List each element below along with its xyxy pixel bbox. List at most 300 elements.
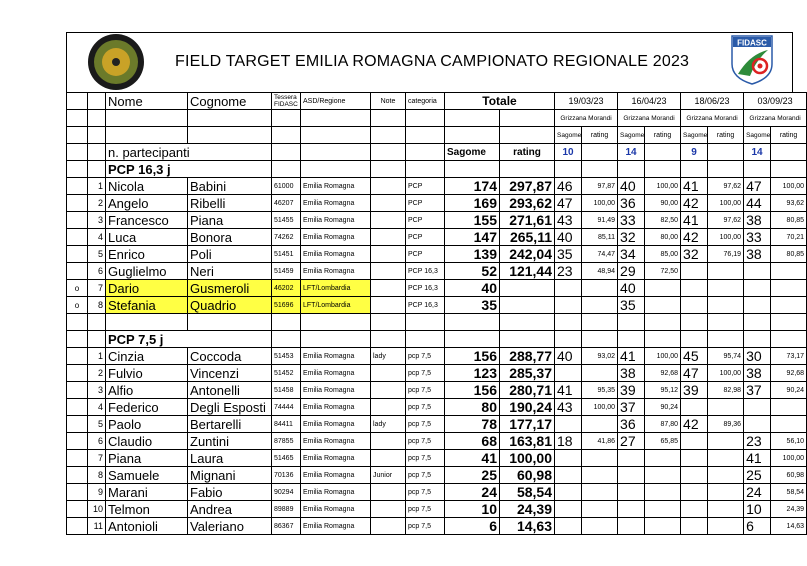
asd-cell: Emilia Romagna: [301, 348, 371, 365]
event-3-rating-cell: [708, 484, 744, 501]
venue-row: [67, 110, 807, 127]
table-row: [67, 416, 807, 433]
event-4-rating-cell: 60,98: [771, 467, 807, 484]
table-row: [67, 467, 807, 484]
event-1-rating-cell: 91,49: [582, 212, 618, 229]
row-mark: [67, 518, 88, 535]
event-1-sagome-cell: 23: [555, 263, 582, 280]
totale-sagome-cell: 25: [445, 467, 500, 484]
table-row: [67, 229, 807, 246]
totale-sagome-cell: 174: [445, 178, 500, 195]
row-mark: [67, 195, 88, 212]
totale-sagome-cell: 156: [445, 348, 500, 365]
categoria-cell: pcp 7,5: [406, 365, 445, 382]
empty-cell: [406, 314, 445, 331]
event-3-rating-cell: 100,00: [708, 365, 744, 382]
cognome-cell: Mignani: [188, 467, 272, 484]
empty-cell: [272, 314, 301, 331]
event-4-sagome-cell: 6: [744, 518, 771, 535]
totale-sagome-cell: 24: [445, 484, 500, 501]
event-4-rating-cell: 70,21: [771, 229, 807, 246]
cognome-cell: Zuntini: [188, 433, 272, 450]
event-4-sagome-cell: 38: [744, 212, 771, 229]
row-number: 1: [88, 348, 106, 365]
empty-cell: [371, 331, 406, 348]
event-3-rating-cell: 100,00: [708, 195, 744, 212]
event-1-rating-cell: [582, 450, 618, 467]
row-mark: [67, 178, 88, 195]
empty-cell: [618, 331, 645, 348]
totale-rating-cell: 177,17: [500, 416, 555, 433]
event-4-sagome-cell: [744, 263, 771, 280]
nome-cell: Samuele: [106, 467, 188, 484]
categoria-cell: pcp 7,5: [406, 382, 445, 399]
row-mark: [67, 348, 88, 365]
event-1-rating-cell: 100,00: [582, 195, 618, 212]
event-4-sagome-cell: 24: [744, 484, 771, 501]
event-2-rating-cell: [645, 484, 681, 501]
categoria-cell: PCP: [406, 246, 445, 263]
nome-cell: Alfio: [106, 382, 188, 399]
row-mark: [67, 433, 88, 450]
totale-sagome-label: Sagome: [445, 144, 500, 161]
row-number: 1: [88, 178, 106, 195]
asd-cell: Emilia Romagna: [301, 229, 371, 246]
event-3-sagome-cell: [681, 518, 708, 535]
event-3-sagome-cell: [681, 399, 708, 416]
table-row: [67, 263, 807, 280]
cognome-cell: Poli: [188, 246, 272, 263]
empty-cell: [371, 314, 406, 331]
categoria-cell: pcp 7,5: [406, 467, 445, 484]
event-4-rating-cell: 92,68: [771, 365, 807, 382]
totale-sagome-cell: 156: [445, 382, 500, 399]
event-3-sagome-cell: [681, 467, 708, 484]
event-3-rating-cell: [708, 433, 744, 450]
event-4-rating-cell: 90,24: [771, 382, 807, 399]
event-2-sagome-cell: [618, 518, 645, 535]
tessera-cell: 51453: [272, 348, 301, 365]
nome-cell: Piana: [106, 450, 188, 467]
event-1-sagome-cell: 40: [555, 348, 582, 365]
categoria-cell: PCP: [406, 229, 445, 246]
event-2-participants: 14: [618, 144, 645, 161]
totale-sagome-cell: 6: [445, 518, 500, 535]
totale-sagome-cell: 169: [445, 195, 500, 212]
empty-cell: [67, 331, 88, 348]
totale-rating-cell: 163,81: [500, 433, 555, 450]
event-2-sagome-cell: 40: [618, 178, 645, 195]
section-title: PCP 16,3 j: [106, 161, 272, 178]
row-mark: [67, 246, 88, 263]
event-2-rating-cell: 80,00: [645, 229, 681, 246]
event-3-sagome-cell: 32: [681, 246, 708, 263]
cognome-cell: Antonelli: [188, 382, 272, 399]
event-4-rating-cell: 80,85: [771, 212, 807, 229]
tessera-cell: 46202: [272, 280, 301, 297]
event-2-sagome-cell: [618, 501, 645, 518]
nome-cell: Luca: [106, 229, 188, 246]
empty-cell: [500, 314, 555, 331]
event-3-sagome-cell: 42: [681, 416, 708, 433]
row-number: 7: [88, 450, 106, 467]
table-row: [67, 501, 807, 518]
event-4-sagome-cell: [744, 399, 771, 416]
event-3-rating-cell: [708, 280, 744, 297]
totale-sagome-cell: 123: [445, 365, 500, 382]
nome-cell: Stefania: [106, 297, 188, 314]
event-1-rating-cell: 93,02: [582, 348, 618, 365]
tessera-cell: 89889: [272, 501, 301, 518]
row-mark: [67, 212, 88, 229]
event-date-2: 16/04/23: [618, 93, 681, 110]
event-1-rating-cell: 95,35: [582, 382, 618, 399]
event-venue-2: Grizzana Morandi: [618, 110, 681, 127]
categoria-cell: PCP 16,3: [406, 297, 445, 314]
event-4-rating-cell: 100,00: [771, 178, 807, 195]
event-4-sagome-cell: 38: [744, 365, 771, 382]
table-row: [67, 484, 807, 501]
event-2-rating-cell: [645, 501, 681, 518]
tessera-cell: 46207: [272, 195, 301, 212]
nome-cell: Francesco: [106, 212, 188, 229]
totale-sagome-cell: 155: [445, 212, 500, 229]
note-cell: [371, 484, 406, 501]
event-1-rating-cell: [582, 518, 618, 535]
note-cell: [371, 178, 406, 195]
event-venue-4: Grizzana Morandi: [744, 110, 807, 127]
event-date-1: 19/03/23: [555, 93, 618, 110]
event-1-sagome-cell: [555, 501, 582, 518]
nome-cell: Angelo: [106, 195, 188, 212]
event-1-sagome-cell: [555, 450, 582, 467]
event-2-sagome-cell: 36: [618, 416, 645, 433]
event-venue-1: Grizzana Morandi: [555, 110, 618, 127]
section-header-row: [67, 331, 807, 348]
event-1-sagome-cell: 46: [555, 178, 582, 195]
event-3-sagome-cell: 47: [681, 365, 708, 382]
event-3-sagome-cell: 39: [681, 382, 708, 399]
participants-row: [67, 144, 807, 161]
note-cell: Junior: [371, 467, 406, 484]
event-2-sagome-cell: 39: [618, 382, 645, 399]
note-cell: [371, 518, 406, 535]
table-row: [67, 178, 807, 195]
asd-cell: Emilia Romagna: [301, 212, 371, 229]
event-2-sagome-cell: 37: [618, 399, 645, 416]
categoria-cell: pcp 7,5: [406, 518, 445, 535]
row-number: 7: [88, 280, 106, 297]
event-date-3: 18/06/23: [681, 93, 744, 110]
col-tessera: Tessera FIDASC: [272, 93, 301, 110]
totale-rating-cell: 288,77: [500, 348, 555, 365]
results-table: [66, 92, 807, 535]
event-4-sagome-cell: 25: [744, 467, 771, 484]
event-2-rating-cell: 72,50: [645, 263, 681, 280]
empty-cell: [771, 331, 807, 348]
table-row: [67, 297, 807, 314]
event-3-sagome-cell: [681, 501, 708, 518]
event-4-rating-cell: 93,62: [771, 195, 807, 212]
nome-cell: Marani: [106, 484, 188, 501]
empty-cell: [67, 161, 88, 178]
categoria-cell: PCP 16,3: [406, 263, 445, 280]
event-1-rating-cell: [582, 484, 618, 501]
event-2-sagome-label: Sagome: [618, 127, 645, 144]
event-1-sagome-cell: [555, 280, 582, 297]
cognome-cell: Vincenzi: [188, 365, 272, 382]
event-2-sagome-cell: 38: [618, 365, 645, 382]
event-3-rating-cell: 100,00: [708, 229, 744, 246]
tessera-cell: 74262: [272, 229, 301, 246]
totale-sagome-cell: 52: [445, 263, 500, 280]
categoria-cell: PCP: [406, 195, 445, 212]
asd-cell: Emilia Romagna: [301, 484, 371, 501]
cognome-cell: Andrea: [188, 501, 272, 518]
event-4-rating-cell: [771, 263, 807, 280]
cognome-cell: Quadrio: [188, 297, 272, 314]
note-cell: [371, 280, 406, 297]
row-number: 8: [88, 297, 106, 314]
tessera-cell: 51452: [272, 365, 301, 382]
table-row: [67, 450, 807, 467]
nome-cell: Fulvio: [106, 365, 188, 382]
empty-cell: [771, 314, 807, 331]
event-3-sagome-cell: [681, 450, 708, 467]
event-1-sagome-label: Sagome: [555, 127, 582, 144]
event-2-sagome-cell: 33: [618, 212, 645, 229]
event-4-rating-cell: 100,00: [771, 450, 807, 467]
event-3-rating-cell: 89,36: [708, 416, 744, 433]
note-cell: [371, 263, 406, 280]
event-1-sagome-cell: 47: [555, 195, 582, 212]
categoria-cell: pcp 7,5: [406, 399, 445, 416]
empty-cell: [301, 314, 371, 331]
event-3-rating-cell: [708, 501, 744, 518]
asd-cell: LFT/Lombardia: [301, 297, 371, 314]
table-row: [67, 399, 807, 416]
event-3-rating-cell: 97,62: [708, 178, 744, 195]
event-3-rating-label: rating: [708, 127, 744, 144]
event-1-rating-cell: 100,00: [582, 399, 618, 416]
event-1-rating-cell: [582, 280, 618, 297]
empty-cell: [67, 314, 88, 331]
col-cognome: Cognome: [188, 93, 272, 110]
row-number: 5: [88, 246, 106, 263]
note-cell: [371, 297, 406, 314]
row-mark: [67, 365, 88, 382]
totale-sagome-cell: 68: [445, 433, 500, 450]
row-number: 4: [88, 229, 106, 246]
empty-cell: [445, 314, 500, 331]
event-3-rating-cell: [708, 518, 744, 535]
event-4-rating-cell: 80,85: [771, 246, 807, 263]
tessera-cell: 87855: [272, 433, 301, 450]
totale-sagome-cell: 10: [445, 501, 500, 518]
event-2-rating-cell: 85,00: [645, 246, 681, 263]
row-mark: [67, 399, 88, 416]
row-number: 8: [88, 467, 106, 484]
totale-rating-cell: 24,39: [500, 501, 555, 518]
event-4-sagome-cell: [744, 416, 771, 433]
event-3-sagome-cell: 42: [681, 195, 708, 212]
event-2-rating-cell: 65,85: [645, 433, 681, 450]
event-4-rating-cell: 24,39: [771, 501, 807, 518]
event-4-rating-cell: 58,54: [771, 484, 807, 501]
event-4-rating-cell: [771, 280, 807, 297]
event-1-sagome-cell: 43: [555, 399, 582, 416]
row-mark: [67, 416, 88, 433]
event-venue-3: Grizzana Morandi: [681, 110, 744, 127]
empty-cell: [618, 161, 645, 178]
page-title: FIELD TARGET EMILIA ROMAGNA CAMPIONATO REGIONALE 2023: [175, 53, 690, 70]
categoria-cell: pcp 7,5: [406, 433, 445, 450]
note-cell: lady: [371, 348, 406, 365]
asd-cell: Emilia Romagna: [301, 501, 371, 518]
table-row: [67, 382, 807, 399]
empty-cell: [188, 314, 272, 331]
event-2-sagome-cell: 35: [618, 297, 645, 314]
event-4-rating-cell: 73,17: [771, 348, 807, 365]
event-2-sagome-cell: 41: [618, 348, 645, 365]
event-4-sagome-cell: 47: [744, 178, 771, 195]
categoria-cell: pcp 7,5: [406, 484, 445, 501]
asd-cell: Emilia Romagna: [301, 433, 371, 450]
event-4-rating-cell: [771, 399, 807, 416]
nome-cell: Paolo: [106, 416, 188, 433]
event-2-rating-cell: [645, 467, 681, 484]
row-mark: [67, 263, 88, 280]
event-2-rating-cell: 95,12: [645, 382, 681, 399]
event-1-rating-cell: 41,86: [582, 433, 618, 450]
event-1-rating-label: rating: [582, 127, 618, 144]
table-row: [67, 518, 807, 535]
totale-rating-cell: 280,71: [500, 382, 555, 399]
cognome-cell: Bertarelli: [188, 416, 272, 433]
categoria-cell: pcp 7,5: [406, 501, 445, 518]
categoria-cell: PCP: [406, 212, 445, 229]
nome-cell: Dario: [106, 280, 188, 297]
totale-rating-cell: [500, 297, 555, 314]
empty-cell: [88, 161, 106, 178]
event-3-sagome-cell: [681, 433, 708, 450]
event-2-sagome-cell: 40: [618, 280, 645, 297]
note-cell: [371, 501, 406, 518]
empty-cell: [371, 161, 406, 178]
totale-rating-cell: 242,04: [500, 246, 555, 263]
totale-sagome-cell: 80: [445, 399, 500, 416]
tessera-cell: 51465: [272, 450, 301, 467]
event-3-sagome-cell: 41: [681, 212, 708, 229]
event-4-sagome-cell: 38: [744, 246, 771, 263]
empty-cell: [744, 161, 771, 178]
tessera-cell: 51451: [272, 246, 301, 263]
tessera-cell: 86367: [272, 518, 301, 535]
row-number: 6: [88, 433, 106, 450]
empty-cell: [555, 331, 582, 348]
empty-cell: [744, 331, 771, 348]
cognome-cell: Ribelli: [188, 195, 272, 212]
empty-cell: [582, 161, 618, 178]
event-4-sagome-cell: 37: [744, 382, 771, 399]
event-1-sagome-cell: 40: [555, 229, 582, 246]
event-3-rating-cell: [708, 297, 744, 314]
event-3-sagome-cell: [681, 263, 708, 280]
event-1-sagome-cell: [555, 467, 582, 484]
event-2-rating-cell: 82,50: [645, 212, 681, 229]
note-cell: [371, 450, 406, 467]
empty-cell: [645, 331, 681, 348]
note-cell: [371, 246, 406, 263]
asd-cell: Emilia Romagna: [301, 178, 371, 195]
row-number: 9: [88, 484, 106, 501]
nome-cell: Guglielmo: [106, 263, 188, 280]
tessera-cell: 74444: [272, 399, 301, 416]
event-3-sagome-label: Sagome: [681, 127, 708, 144]
col-note: Note: [371, 93, 406, 110]
empty-cell: [88, 331, 106, 348]
note-cell: [371, 433, 406, 450]
row-number: 5: [88, 416, 106, 433]
note-cell: [371, 382, 406, 399]
categoria-cell: pcp 7,5: [406, 348, 445, 365]
event-3-rating-cell: [708, 399, 744, 416]
empty-cell: [406, 161, 445, 178]
asd-cell: Emilia Romagna: [301, 382, 371, 399]
nome-cell: Federico: [106, 399, 188, 416]
col-totale: Totale: [445, 93, 555, 110]
section-header-row: [67, 161, 807, 178]
cognome-cell: Bonora: [188, 229, 272, 246]
asd-cell: Emilia Romagna: [301, 518, 371, 535]
categoria-cell: pcp 7,5: [406, 416, 445, 433]
empty-cell: [445, 331, 500, 348]
event-3-rating-cell: 82,98: [708, 382, 744, 399]
header-row: [67, 93, 807, 110]
row-mark: [67, 450, 88, 467]
empty-cell: [555, 161, 582, 178]
event-2-sagome-cell: 29: [618, 263, 645, 280]
empty-cell: [681, 161, 708, 178]
row-mark: [67, 484, 88, 501]
empty-cell: [708, 331, 744, 348]
event-1-rating-cell: [582, 467, 618, 484]
event-2-rating-cell: 100,00: [645, 178, 681, 195]
event-2-rating-cell: 92,68: [645, 365, 681, 382]
event-3-rating-cell: 97,62: [708, 212, 744, 229]
event-2-rating-cell: 90,00: [645, 195, 681, 212]
totale-sagome-cell: 35: [445, 297, 500, 314]
subheader-row: [67, 127, 807, 144]
totale-rating-cell: 100,00: [500, 450, 555, 467]
tessera-cell: 51458: [272, 382, 301, 399]
empty-cell: [500, 331, 555, 348]
event-2-sagome-cell: 34: [618, 246, 645, 263]
row-number: 3: [88, 212, 106, 229]
empty-cell: [555, 314, 582, 331]
event-1-sagome-cell: [555, 484, 582, 501]
event-1-rating-cell: [582, 297, 618, 314]
event-2-sagome-cell: 27: [618, 433, 645, 450]
row-number: 3: [88, 382, 106, 399]
note-cell: [371, 195, 406, 212]
event-2-sagome-cell: [618, 484, 645, 501]
totale-rating-cell: 265,11: [500, 229, 555, 246]
asd-cell: Emilia Romagna: [301, 195, 371, 212]
cognome-cell: Babini: [188, 178, 272, 195]
empty-cell: [445, 161, 500, 178]
empty-cell: [771, 161, 807, 178]
